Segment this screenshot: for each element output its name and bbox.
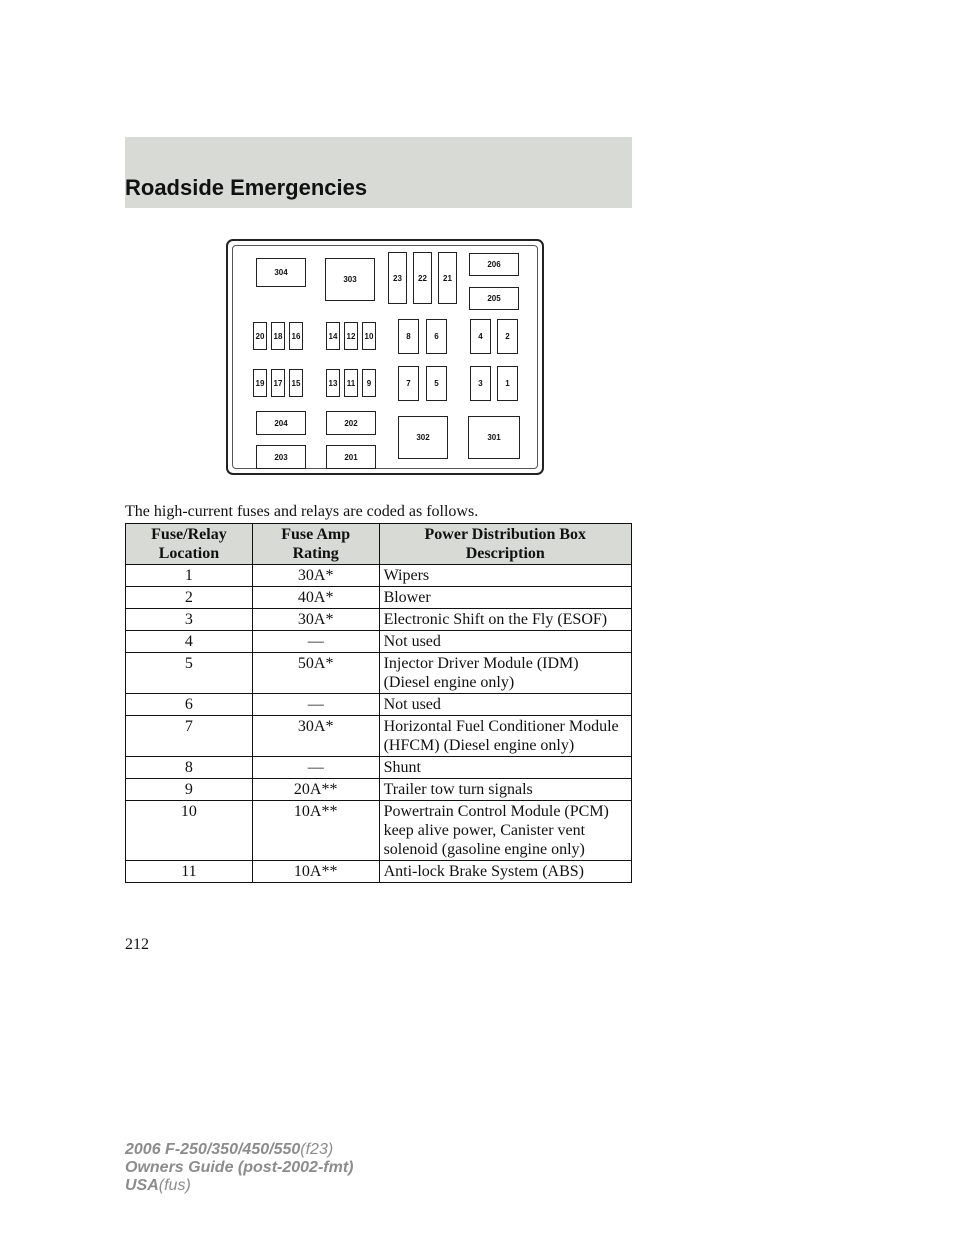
fuse-203: 203 [256, 445, 306, 469]
cell-rating: 30A* [252, 609, 379, 631]
cell-rating: — [252, 631, 379, 653]
cell-description: Not used [379, 631, 631, 653]
table-row [126, 609, 632, 631]
fuse-204: 204 [256, 411, 306, 435]
fuse-11: 11 [344, 369, 358, 397]
cell-location: 5 [126, 653, 253, 694]
fuse-201: 201 [326, 445, 376, 469]
footer-model-code: (f23) [300, 1141, 334, 1158]
table-header-row [126, 524, 632, 565]
fuse-12: 12 [344, 322, 358, 350]
footer-guide: Owners Guide (post-2002-fmt) [125, 1159, 354, 1176]
table-row [126, 716, 632, 757]
cell-location: 9 [126, 779, 253, 801]
table-row [126, 757, 632, 779]
fuse-16: 16 [289, 322, 303, 350]
cell-description: Shunt [379, 757, 631, 779]
fuse-5: 5 [426, 366, 447, 401]
cell-rating: 30A* [252, 716, 379, 757]
cell-location: 2 [126, 587, 253, 609]
cell-description: Powertrain Control Module (PCM) keep alive power, Canister vent solenoid (gasoline engine only) [379, 801, 631, 861]
footer-region: USA [125, 1177, 159, 1194]
cell-location: 10 [126, 801, 253, 861]
cell-location: 4 [126, 631, 253, 653]
table-row [126, 587, 632, 609]
page-number: 212 [125, 936, 149, 953]
footer-region-code: (fus) [158, 1177, 191, 1194]
fuse-10: 10 [362, 322, 376, 350]
fuse-3: 3 [470, 366, 491, 401]
table-row [126, 565, 632, 587]
fuse-18: 18 [271, 322, 285, 350]
cell-location: 11 [126, 861, 253, 883]
header-description: Power Distribution Box Description [379, 524, 631, 565]
table-row [126, 653, 632, 694]
table-row [126, 694, 632, 716]
fuse-202: 202 [326, 411, 376, 435]
table-row [126, 631, 632, 653]
cell-rating: — [252, 757, 379, 779]
intro-text: The high-current fuses and relays are coded as follows. [125, 503, 479, 520]
cell-location: 7 [126, 716, 253, 757]
cell-description: Anti-lock Brake System (ABS) [379, 861, 631, 883]
fuse-box-diagram [226, 239, 544, 475]
relay-302: 302 [398, 416, 448, 459]
fuse-22: 22 [413, 252, 432, 304]
cell-rating: 10A** [252, 801, 379, 861]
table-row [126, 779, 632, 801]
table-row [126, 861, 632, 883]
cell-location: 3 [126, 609, 253, 631]
relay-303: 303 [325, 258, 375, 301]
cell-rating: 10A** [252, 861, 379, 883]
fuse-21: 21 [438, 252, 457, 304]
header-location: Fuse/Relay Location [126, 524, 253, 565]
fuse-15: 15 [289, 369, 303, 397]
fuse-17: 17 [271, 369, 285, 397]
header-rating: Fuse Amp Rating [252, 524, 379, 565]
relay-301: 301 [468, 416, 520, 459]
cell-rating: — [252, 694, 379, 716]
fuse-7: 7 [398, 366, 419, 401]
cell-description: Wipers [379, 565, 631, 587]
fuse-8: 8 [398, 319, 419, 354]
fuse-4: 4 [470, 319, 491, 354]
cell-rating: 50A* [252, 653, 379, 694]
fuse-1: 1 [497, 366, 518, 401]
relay-304: 304 [256, 258, 306, 287]
document-footer [125, 1141, 353, 1195]
table-row [126, 801, 632, 861]
cell-description: Not used [379, 694, 631, 716]
fuse-20: 20 [253, 322, 267, 350]
fuse-206: 206 [469, 253, 519, 276]
fuse-19: 19 [253, 369, 267, 397]
fuse-9: 9 [362, 369, 376, 397]
footer-model: 2006 F-250/350/450/550 [125, 1141, 301, 1158]
section-header [125, 137, 632, 208]
cell-description: Blower [379, 587, 631, 609]
cell-description: Electronic Shift on the Fly (ESOF) [379, 609, 631, 631]
cell-location: 1 [126, 565, 253, 587]
fuse-23: 23 [388, 252, 407, 304]
cell-description: Horizontal Fuel Conditioner Module (HFCM) (Diesel engine only) [379, 716, 631, 757]
fuse-2: 2 [497, 319, 518, 354]
cell-rating: 30A* [252, 565, 379, 587]
fuse-205: 205 [469, 287, 519, 310]
cell-description: Trailer tow turn signals [379, 779, 631, 801]
fuse-14: 14 [326, 322, 340, 350]
cell-location: 8 [126, 757, 253, 779]
fuse-table [125, 523, 632, 883]
cell-location: 6 [126, 694, 253, 716]
cell-rating: 20A** [252, 779, 379, 801]
cell-description: Injector Driver Module (IDM) (Diesel engine only) [379, 653, 631, 694]
cell-rating: 40A* [252, 587, 379, 609]
fuse-6: 6 [426, 319, 447, 354]
section-title: Roadside Emergencies [125, 175, 368, 200]
fuse-13: 13 [326, 369, 340, 397]
